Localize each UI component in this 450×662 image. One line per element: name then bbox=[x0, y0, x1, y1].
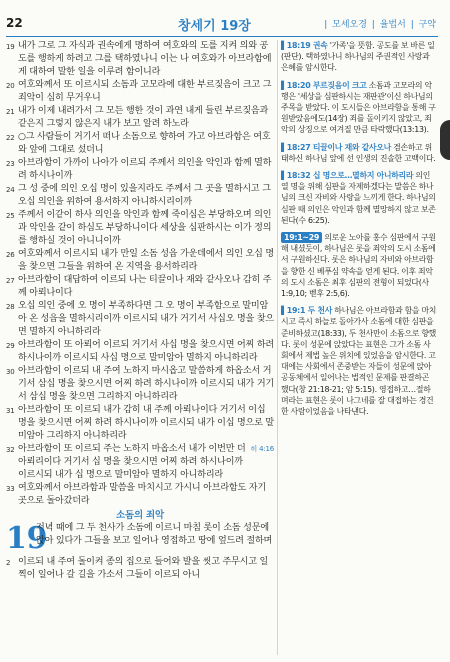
note-text: 소돔과 고모라의 악행은 '세상을 심판하시는 재판관'이신 하나님의 주목을 받았다. 이 도시들은 아브라함을 통해 구원받았음에도(14장) 죄를 돌이키지 않았고, 죄악의 상징으로 여겨질 만큼 타락했다(13:13). bbox=[281, 80, 436, 135]
verse-number: 23 bbox=[6, 160, 15, 168]
study-note bbox=[281, 142, 437, 164]
nav-law: 율법서 bbox=[379, 20, 406, 30]
verse-19-2 bbox=[6, 556, 274, 582]
verse-list bbox=[6, 40, 274, 508]
cross-reference: 히 4:16 bbox=[250, 445, 274, 453]
verse-number: 31 bbox=[6, 407, 15, 415]
verse-number: 32 bbox=[6, 446, 15, 454]
verse-text: 아브라함이 또 아뢰어 이르되 거기서 사십 명을 찾으시면 어찌 하려 하시나이까 이르시되 사십 명으로 말미암아 멸하지 아니하리라 bbox=[18, 340, 274, 363]
note-reference: 19:1 두 천사 bbox=[286, 306, 333, 316]
scripture-column bbox=[6, 40, 274, 660]
verse-text: ○그 사람들이 거기서 떠나 소돔으로 향하여 가고 아브라함은 여호와 앞에 그대로 섰더니 bbox=[18, 132, 271, 155]
note-reference: 19:1~29 bbox=[281, 232, 322, 243]
verse bbox=[6, 274, 274, 300]
nav-old-testament: 구약 bbox=[418, 20, 436, 30]
verse-text: 오십 의인 중에 오 명이 부족하다면 그 오 명이 부족함으로 말미암아 온 성읍을 멸하시리이까 이르시되 내가 거기서 사십오 명을 찾으면 멸하지 아니하리라 bbox=[18, 301, 274, 337]
verse-text: 아브라함이 또 이르되 내가 감히 내 주께 아뢰나이다 거기서 이십 명을 찾으시면 어찌 하려 하시나이까 이르시되 내가 이십 명으로 말미암아 그리하지 아니하리라 bbox=[18, 405, 274, 441]
verse bbox=[6, 157, 274, 183]
study-note bbox=[281, 80, 437, 136]
verse-text: 아브라함이 또 이르되 주는 노하지 마옵소서 내가 이번만 더 아뢰리이다 거기서 십 명을 찾으시면 어찌 하려 하시나이까 이르시되 내가 십 명으로 말미암아 멸하지 아니하리라 bbox=[18, 444, 246, 480]
page-edge-tab bbox=[440, 120, 450, 160]
verse-text: 아브라함이 이르되 내 주여 노하지 마시옵고 말씀하게 하옵소서 거기서 삼십 명을 찾으시면 어찌 하려 하시나이까 이르시되 내가 거기서 삼십 명을 찾으면 그리하지 아니하리라 bbox=[18, 366, 274, 402]
note-text: '가족'을 뜻함. 공도를 보 바른 일(판단). 택하였나니 하나님의 주권적인 사랑과 은혜를 암시한다. bbox=[281, 41, 435, 73]
verse-number: 29 bbox=[6, 342, 15, 350]
verse-text: 여호와께서 또 이르시되 소돔과 고모라에 대한 부르짖음이 크고 그 죄악이 심히 무거우니 bbox=[18, 80, 272, 103]
study-notes-column bbox=[281, 40, 437, 660]
study-note bbox=[281, 232, 437, 299]
study-note bbox=[281, 40, 437, 74]
note-reference: 18:27 티끌이나 재와 같사오나 bbox=[286, 142, 391, 152]
verse-number: 2 bbox=[6, 559, 11, 567]
column-divider bbox=[277, 40, 278, 655]
verse bbox=[6, 209, 274, 248]
verse bbox=[6, 300, 274, 339]
verse-text: 내가 이제 내려가서 그 모든 행한 것이 과연 내게 들린 부르짖음과 같은지 그렇지 않은지 내가 보고 알려 하노라 bbox=[18, 106, 269, 129]
verse bbox=[6, 105, 274, 131]
nav-pentateuch: 모세오경 bbox=[332, 20, 367, 30]
verse-number: 25 bbox=[6, 212, 15, 220]
verse bbox=[6, 79, 274, 105]
verse-number: 33 bbox=[6, 485, 15, 493]
note-marker-icon: ▌ bbox=[281, 80, 287, 90]
page-number: 22 bbox=[6, 16, 23, 30]
verse-number: 24 bbox=[6, 186, 15, 194]
note-text: 의인 열 명을 위해 심판을 자제하겠다는 말씀은 하나님의 크신 자비와 사랑을 느끼게 한다. 하나님의 심판 때 의인은 악인과 함께 멸망하지 않고 보존된다(수 6:25). bbox=[281, 171, 436, 225]
verse bbox=[6, 365, 274, 404]
verse bbox=[6, 40, 274, 79]
verse-text: 그 성 중에 의인 오십 명이 있을지라도 주께서 그 곳을 멸하시고 그 오십 의인을 위하여 용서하지 아니하시리이까 bbox=[18, 184, 271, 207]
header-rule bbox=[6, 36, 438, 37]
note-text: 겸손하고 위태하신 하나님 앞에 선 인생의 진솔한 고백이다. bbox=[281, 142, 436, 163]
verse bbox=[6, 443, 274, 482]
study-note bbox=[281, 305, 437, 417]
verse-text: 이르되 내 주여 돌이켜 종의 집으로 들어와 발을 씻고 주무시고 일찍이 일어나 갈 길을 가소서 그들이 이르되 아니 bbox=[18, 557, 269, 580]
verse-number: 26 bbox=[6, 251, 15, 259]
verse-number: 21 bbox=[6, 108, 15, 116]
verse-text: 내가 그로 그 자식과 권속에게 명하여 여호와의 도를 지켜 의와 공도를 행하게 하려고 그를 택하였나니 이는 나 여호와가 아브라함에게 대하여 말한 일을 이루려 함이니라 bbox=[18, 41, 272, 77]
section-title: 소돔의 죄악 bbox=[116, 510, 164, 521]
verse-number: 30 bbox=[6, 368, 15, 376]
verse bbox=[6, 183, 274, 209]
verse-text: 주께서 이같이 하사 의인을 악인과 함께 죽이심은 부당하오며 의인과 악인을 같이 하심도 부당하니이다 세상을 심판하시는 이가 정의를 행하실 것이 아니니이까 bbox=[18, 210, 272, 246]
note-marker-icon: ▌ bbox=[281, 171, 287, 181]
verse-19-1: 저녁 때에 그 두 천사가 소돔에 이르니 마침 롯이 소돔 성문에 앉아 있다가 그들을 보고 일어나 영접하고 땅에 엎드려 절하며 bbox=[36, 523, 273, 546]
verse bbox=[6, 248, 274, 274]
verse bbox=[6, 339, 274, 365]
note-marker-icon: ▌ bbox=[281, 41, 287, 50]
chapter-start bbox=[6, 522, 274, 556]
note-text: 의로운 노아를 홍수 심판에서 구원해 내셨듯이, 하나님은 롯을 죄악의 도시 소돔에서 구원하신다. 롯은 하나님의 자비와 아브라함을 향한 신 베푸심 약속을 얻게 된다. 이후 죄악의 도시 소돔은 최후 심판의 전형이 되었다(사 1:9,10; 벧후 2:5,6). bbox=[281, 233, 436, 299]
note-text: 하나님은 아브라함과 함을 마치시고 즉시 하늘로 돌아가사 소돔에 대한 심판을 준비하셨고(18:33), 두 천사만이 소돔으로 향했다. 롯이 성문에 앉았다는 표현은 그가 소돔 사회에서 제법 높은 위치에 있었음을 암시한다. 고대에는 사회에서 존중받는 자들이 성문에 앉아 공동체에서 일어나는 법적인 문제를 판결하곤 했다(창 21:18-21; 암 5:15). 영접하고…절하며라는 표현은 롯이 나그네를 잘 대접하는 경건한 사람이었음을 나타낸다. bbox=[281, 306, 437, 417]
verse bbox=[6, 131, 274, 157]
note-reference: 18:20 부르짖음이 크고 bbox=[286, 80, 367, 90]
verse-text: 아브라함이 대답하여 이르되 나는 티끌이나 재와 같사오나 감히 주께 아뢰나이다 bbox=[18, 275, 272, 298]
verse-text: 여호와께서 아브라함과 말씀을 마치시고 가시니 아브라함도 자기 곳으로 돌아갔더라 bbox=[18, 483, 266, 506]
book-category-nav: | 모세오경 | 율법서 | 구약 bbox=[324, 20, 436, 30]
verse-text: 여호와께서 이르시되 내가 만일 소돔 성읍 가운데에서 의인 오십 명을 찾으면 그들을 위하여 온 지역을 용서하리라 bbox=[18, 249, 274, 272]
verse bbox=[6, 482, 274, 508]
note-reference: 18:19 권속 bbox=[286, 41, 328, 50]
chapter-number: 19 bbox=[6, 521, 48, 556]
verse-number: 20 bbox=[6, 82, 15, 90]
note-marker-icon: ▌ bbox=[281, 142, 287, 152]
verse-number: 27 bbox=[6, 277, 15, 285]
note-marker-icon: ▌ bbox=[281, 306, 287, 316]
study-note bbox=[281, 170, 437, 226]
page-header bbox=[6, 14, 436, 36]
verse-number: 22 bbox=[6, 134, 15, 142]
verse-number: 19 bbox=[6, 43, 15, 51]
verse bbox=[6, 404, 274, 443]
note-reference: 18:32 십 명으로…멸하지 아니하리라 bbox=[286, 171, 414, 181]
verse-number: 28 bbox=[6, 303, 15, 311]
verse-text: 아브라함이 가까이 나아가 이르되 주께서 의인을 악인과 함께 멸하려 하시나이까 bbox=[18, 158, 272, 181]
chapter-title: 창세기 19장 bbox=[178, 19, 251, 34]
